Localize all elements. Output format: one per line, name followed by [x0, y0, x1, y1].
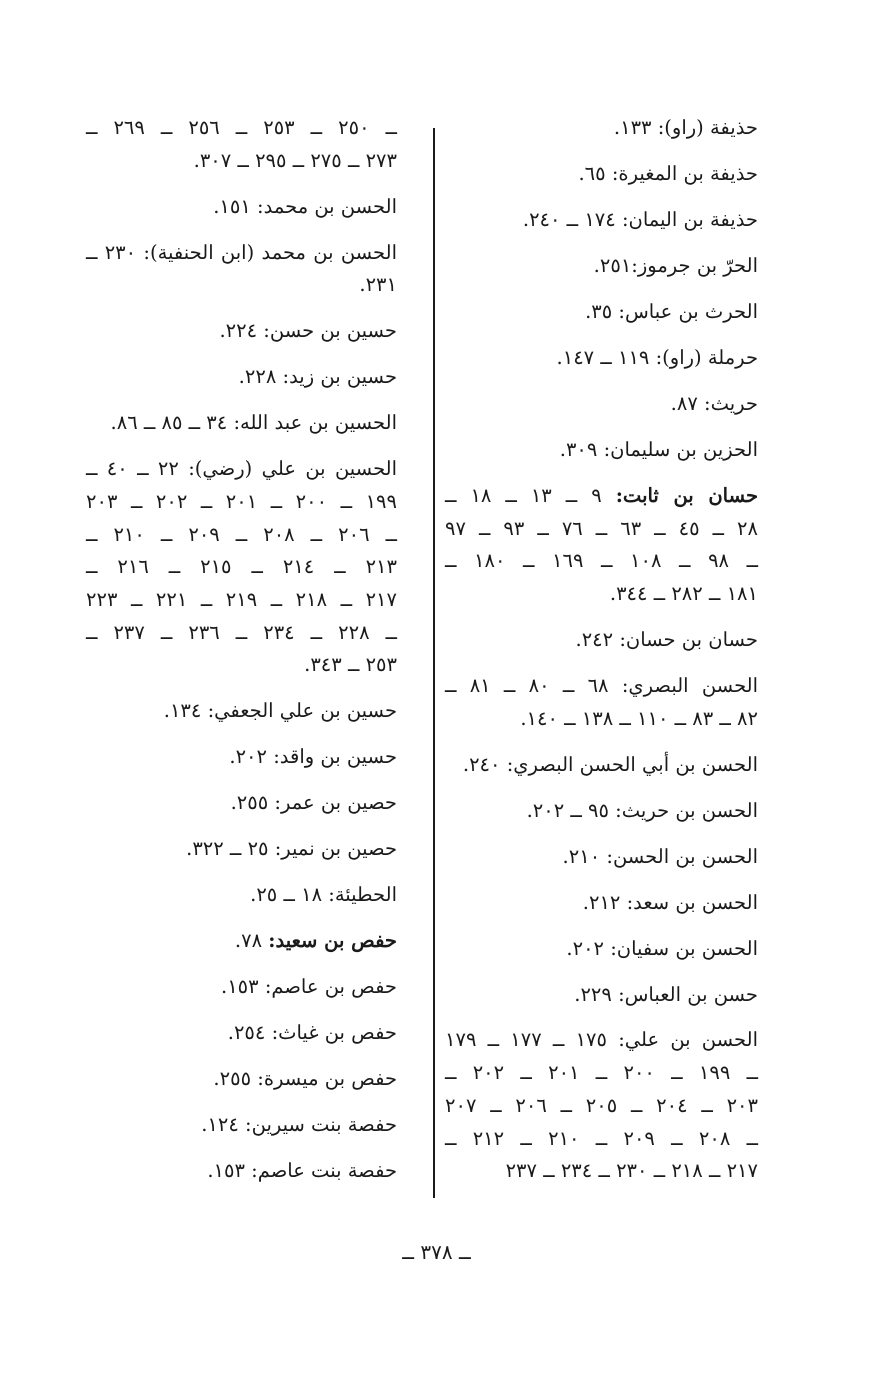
- entry-name: حفص بن غياث:: [271, 1021, 397, 1045]
- index-entry: [445, 250, 758, 283]
- entry-page-refs: ــ ٢٠٨ ــ ٢٠٩ ــ ٢١٠ ــ ٢١٢ ــ: [445, 1126, 758, 1150]
- entry-name: الحسن بن سعد:: [626, 890, 758, 914]
- entry-continuation-line: [86, 551, 397, 584]
- entry-name: الحسن بن سفيان:: [610, 936, 758, 960]
- index-entry: [445, 112, 758, 145]
- index-entry: [86, 833, 397, 866]
- entry-page-refs: ٢٥ ــ ٣٢٢.: [186, 837, 275, 861]
- entry-page-refs: ٢٤٠.: [462, 752, 507, 776]
- entry-name: حسين بن علي الجعفي:: [207, 699, 397, 723]
- entry-name: الحسن بن الحسن:: [606, 844, 758, 868]
- entry-page-refs: ٢٥٥.: [213, 1067, 258, 1091]
- entry-first-line: [86, 361, 397, 394]
- entry-page-refs: ٢٠٣ ــ ٢٠٤ ــ ٢٠٥ ــ ٢٠٦ ــ ٢٠٧: [445, 1093, 758, 1117]
- entry-page-refs: ٢٢٨.: [238, 365, 283, 389]
- entry-first-line: [86, 787, 397, 820]
- entry-page-refs: ــ ٩٨ ــ ١٠٨ ــ ١٦٩ ــ ١٨٠ ــ: [445, 549, 759, 573]
- entry-name: حذيفة بن المغيرة:: [611, 161, 758, 185]
- entry-page-refs: ٩ ــ ١٣ ــ ١٨ ــ: [445, 483, 616, 507]
- entry-first-line: [445, 296, 758, 329]
- entry-first-line: [86, 112, 397, 145]
- entry-page-refs: ٢١٧ ــ ٢١٨ ــ ٢١٩ ــ ٢٢١ ــ ٢٢٣: [86, 588, 397, 612]
- entry-continuation-line: [86, 486, 397, 519]
- entry-first-line: [445, 342, 758, 375]
- entry-first-line: [445, 388, 758, 421]
- index-entry: [86, 361, 397, 394]
- entry-first-line: [86, 407, 397, 440]
- entry-first-line: [86, 1063, 397, 1096]
- entry-name: حسين بن واقد:: [273, 745, 397, 769]
- index-entry: [445, 204, 758, 237]
- entry-page-refs: ٢٢ ــ ٤٠ ــ: [86, 457, 189, 481]
- entry-first-line: [445, 204, 758, 237]
- entry-page-refs: ١٥٣.: [221, 975, 265, 999]
- entry-name: حفص بن سعيد:: [268, 929, 397, 953]
- entry-first-line: [86, 741, 397, 774]
- column-divider: [433, 128, 435, 1198]
- entry-page-refs: ٣٠٩.: [559, 437, 604, 461]
- entry-first-line: [86, 1017, 397, 1050]
- index-entry: [445, 434, 758, 467]
- entry-name: حصين بن عمر:: [274, 791, 397, 815]
- entry-page-refs: ١٢٤.: [201, 1113, 246, 1137]
- entry-page-refs: ٢١٠.: [562, 844, 607, 868]
- entry-continuation-line: [445, 1057, 758, 1090]
- index-entry: [86, 741, 397, 774]
- entry-name: الحرّ بن جرموز:: [631, 253, 758, 277]
- index-entry: [86, 879, 397, 912]
- entry-page-refs: ١٥١.: [213, 194, 258, 218]
- entry-first-line: [86, 453, 397, 486]
- entry-name: حسان بن ثابت:: [615, 483, 759, 507]
- entry-page-refs: ٢١٣ ــ ٢١٤ ــ ٢١٥ ــ ٢١٦ ــ: [86, 555, 397, 579]
- entry-name: الحسن بن حريث:: [615, 798, 758, 822]
- page-number: ــ ٣٧٨ ــ: [402, 1240, 471, 1264]
- entry-first-line: [86, 191, 397, 224]
- entry-continuation-line: [86, 584, 397, 617]
- entry-page-refs: ٢٢٩.: [574, 982, 619, 1006]
- index-entry: [445, 887, 758, 920]
- entry-first-line: [445, 841, 758, 874]
- entry-first-line: [445, 670, 758, 703]
- entry-page-refs: ٢٣١.: [359, 273, 397, 297]
- entry-page-refs: ٢٤٢.: [575, 627, 620, 651]
- entry-first-line: [445, 933, 758, 966]
- entry-continuation-line: [445, 1123, 758, 1156]
- entry-page-refs: ٧٨.: [234, 929, 269, 953]
- entry-continuation-line: [445, 545, 758, 578]
- index-entry: [86, 191, 397, 224]
- entry-page-refs: ــ ٢٥٠ ــ ٢٥٣ ــ ٢٥٦ ــ ٢٦٩ ــ: [86, 116, 397, 139]
- index-entry: [445, 795, 758, 828]
- entry-name: حسين بن زيد:: [282, 365, 397, 389]
- entry-name: حفصة بنت عاصم:: [251, 1159, 397, 1183]
- entry-page-refs: ٢١٢.: [582, 890, 627, 914]
- index-entry: [445, 480, 758, 611]
- entry-page-refs: ٢٥٤.: [227, 1021, 272, 1045]
- entry-name: حفصة بنت سيرين:: [245, 1113, 397, 1137]
- entry-first-line: [86, 695, 397, 728]
- index-entry: [86, 787, 397, 820]
- entry-name: حذيفة بن اليمان:: [621, 207, 758, 231]
- index-entry: [86, 112, 397, 177]
- index-entry: [86, 1063, 397, 1096]
- entry-continuation-line: [445, 513, 758, 546]
- entry-page-refs: ٨٢ ــ ٨٣ ــ ١١٠ ــ ١٣٨ ــ ١٤٠.: [520, 706, 758, 730]
- entry-first-line: [445, 434, 758, 467]
- entry-first-line: [86, 925, 397, 958]
- entry-page-refs: ١٨ ــ ٢٥.: [250, 883, 329, 907]
- entry-name: الحرث بن عباس:: [618, 299, 758, 323]
- entry-name: حفص بن ميسرة:: [257, 1067, 397, 1091]
- entry-first-line: [445, 795, 758, 828]
- entry-page-refs: ٨٧.: [670, 391, 705, 415]
- entry-name: الحزين بن سليمان:: [603, 437, 758, 461]
- entry-page-refs: ١١٩ ــ ١٤٧.: [556, 345, 656, 369]
- entry-first-line: [86, 237, 397, 270]
- index-entry: [445, 624, 758, 657]
- entry-first-line: [445, 1024, 758, 1057]
- entry-name: حسن بن العباس:: [618, 982, 758, 1006]
- entry-first-line: [445, 480, 758, 513]
- entry-first-line: [445, 158, 758, 191]
- entry-continuation-line: [445, 578, 758, 611]
- entry-name: الحطيئة:: [328, 883, 397, 907]
- entry-page-refs: ٣٥.: [585, 299, 619, 323]
- entry-page-refs: ٦٥.: [578, 161, 612, 185]
- entry-name: حرملة (راو):: [655, 345, 758, 369]
- entry-page-refs: ٢٥٣ ــ ٣٤٣.: [304, 653, 397, 677]
- index-entry: [86, 1017, 397, 1050]
- entry-page-refs: ١٨١ ــ ٢٨٢ ــ ٣٤٤.: [609, 581, 758, 605]
- entry-name: الحسن بن علي:: [618, 1028, 758, 1052]
- entry-name: الحسين بن علي (رضي):: [188, 457, 398, 481]
- entry-page-refs: ١٩٩ ــ ٢٠٠ ــ ٢٠١ ــ ٢٠٢ ــ ٢٠٣: [86, 489, 397, 513]
- entry-name: الحسين بن عبد الله:: [233, 411, 397, 435]
- entry-page-refs: ــ ١٩٩ ــ ٢٠٠ ــ ٢٠١ ــ ٢٠٢ ــ: [445, 1061, 758, 1085]
- entry-page-refs: ٢٠٢.: [566, 936, 611, 960]
- entry-page-refs: ــ ٢٠٦ ــ ٢٠٨ ــ ٢٠٩ ــ ٢١٠ ــ: [86, 522, 397, 546]
- index-entry: [86, 971, 397, 1004]
- index-entry: [86, 237, 397, 302]
- entry-page-refs: ١٣٣.: [613, 116, 658, 139]
- entry-first-line: [445, 250, 758, 283]
- entry-first-line: [86, 833, 397, 866]
- entry-name: حصين بن نمير:: [274, 837, 397, 861]
- entry-first-line: [445, 887, 758, 920]
- entry-name: حفص بن عاصم:: [264, 975, 397, 999]
- entry-page-refs: ٢٨ ــ ٤٥ ــ ٦٣ ــ ٧٦ ــ ٩٣ ــ ٩٧: [445, 516, 758, 540]
- entry-first-line: [445, 749, 758, 782]
- entry-first-line: [86, 1109, 397, 1142]
- index-entry: [445, 933, 758, 966]
- entry-name: حسان بن حسان:: [619, 627, 758, 651]
- entry-page-refs: ــ ٢٢٨ ــ ٢٣٤ ــ ٢٣٦ ــ ٢٣٧ ــ: [86, 620, 397, 644]
- index-entry: [86, 407, 397, 440]
- index-entry: [445, 841, 758, 874]
- entry-page-refs: ٢٥٥.: [230, 791, 275, 815]
- entry-first-line: [86, 971, 397, 1004]
- entry-page-refs: ٩٥ ــ ٢٠٢.: [526, 798, 616, 822]
- index-entry: [445, 979, 758, 1012]
- entry-page-refs: ٢٠٢.: [229, 745, 274, 769]
- entry-continuation-line: [445, 1155, 758, 1188]
- index-entry: [445, 342, 758, 375]
- index-entry: [445, 670, 758, 735]
- entry-first-line: [86, 1155, 397, 1188]
- index-entry: [445, 158, 758, 191]
- entry-name: حريث:: [704, 391, 758, 415]
- entry-name: الحسن بن أبي الحسن البصري:: [506, 752, 758, 776]
- entry-continuation-line: [445, 703, 758, 736]
- entry-first-line: [445, 979, 758, 1012]
- entry-continuation-line: [86, 519, 397, 552]
- entry-name: الحسن بن محمد (ابن الحنفية):: [143, 240, 397, 264]
- index-entry: [86, 1109, 397, 1142]
- entry-page-refs: ١٥٣.: [207, 1159, 252, 1183]
- entry-first-line: [445, 624, 758, 657]
- entry-continuation-line: [86, 269, 397, 302]
- entry-page-refs: ١٧٥ ــ ١٧٧ ــ ١٧٩: [445, 1028, 619, 1052]
- entry-continuation-line: [445, 1090, 758, 1123]
- entry-first-line: [445, 112, 758, 145]
- index-entry: [445, 296, 758, 329]
- entry-page-refs: ٦٨ ــ ٨٠ ــ ٨١ ــ: [445, 673, 622, 697]
- entry-page-refs: ٢٣٠ ــ: [86, 240, 144, 264]
- index-entry: [445, 749, 758, 782]
- entry-page-refs: ٢٢٤.: [219, 319, 264, 343]
- index-entry: [445, 388, 758, 421]
- entry-page-refs: ٢١٧ ــ ٢١٨ ــ ٢٣٠ ــ ٢٣٤ ــ ٢٣٧: [505, 1159, 758, 1183]
- entry-page-refs: ٢٥١.: [593, 253, 632, 277]
- entry-name: الحسن بن محمد:: [257, 194, 397, 218]
- entry-continuation-line: [86, 145, 397, 178]
- index-column-right: [445, 112, 758, 1188]
- index-entry: [86, 315, 397, 348]
- entry-first-line: [86, 879, 397, 912]
- index-entry: [86, 1155, 397, 1188]
- entry-page-refs: ١٧٤ ــ ٢٤٠.: [522, 207, 622, 231]
- index-column-left: [86, 112, 397, 1188]
- entry-first-line: [86, 315, 397, 348]
- entry-name: حذيفة (راو):: [657, 116, 758, 139]
- entry-name: الحسن البصري:: [621, 673, 759, 697]
- index-entry: [86, 925, 397, 958]
- entry-continuation-line: [86, 617, 397, 650]
- entry-page-refs: ١٣٤.: [163, 699, 208, 723]
- entry-continuation-line: [86, 649, 397, 682]
- index-entry: [445, 1024, 758, 1187]
- index-entry: [86, 695, 397, 728]
- entry-page-refs: ٢٧٣ ــ ٢٧٥ ــ ٢٩٥ ــ ٣٠٧.: [193, 148, 397, 172]
- index-entry: [86, 453, 397, 682]
- entry-page-refs: ٣٤ ــ ٨٥ ــ ٨٦.: [110, 411, 234, 435]
- entry-name: حسين بن حسن:: [263, 319, 397, 343]
